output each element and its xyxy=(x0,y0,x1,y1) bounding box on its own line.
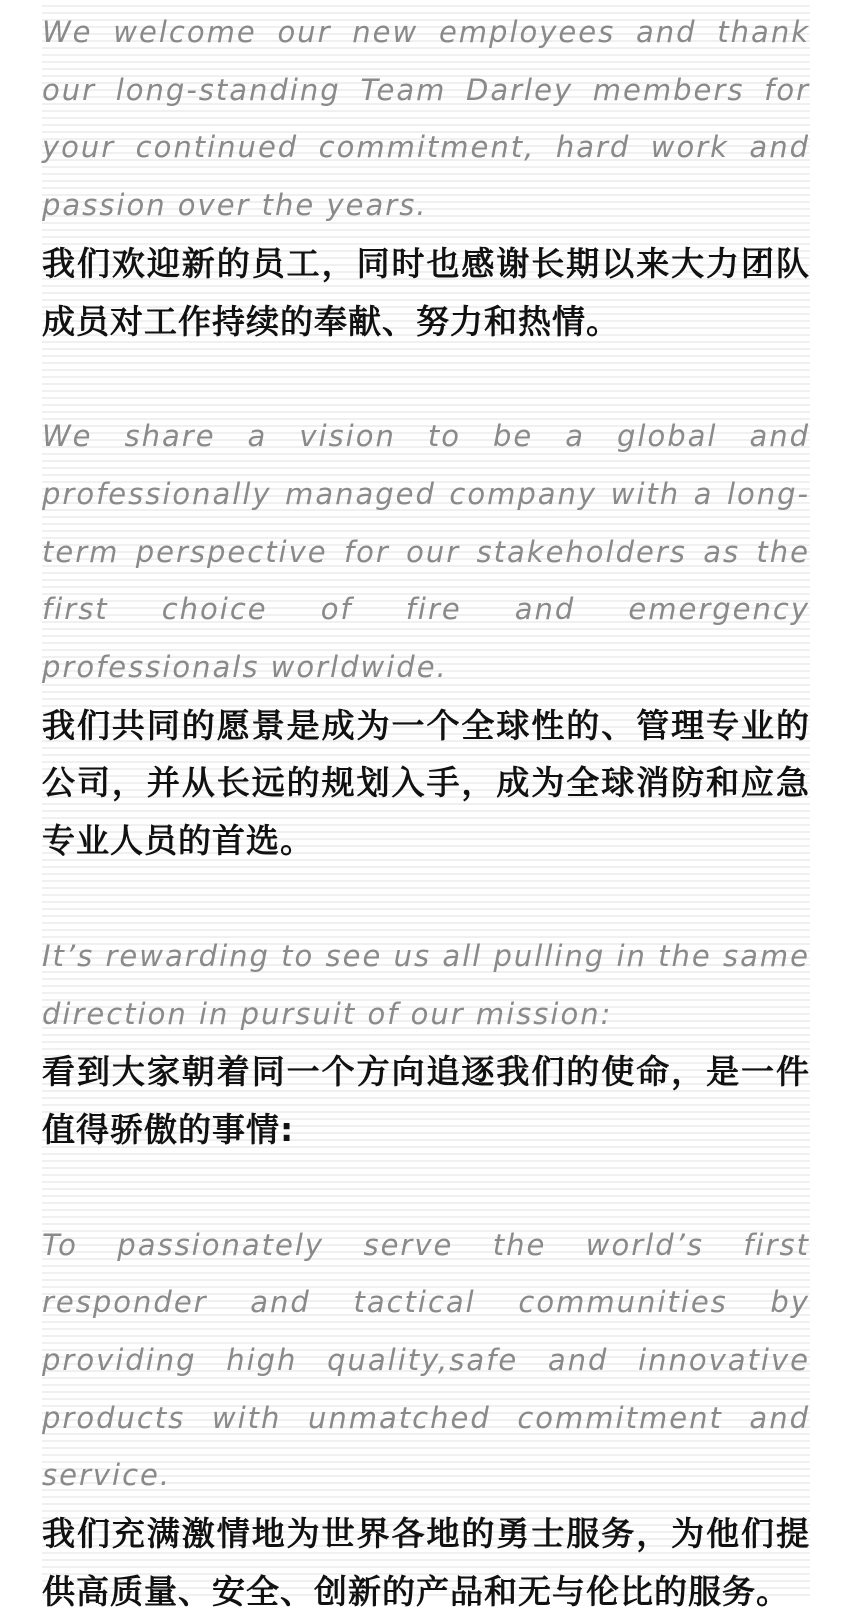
spacer xyxy=(42,1159,810,1217)
section-mission xyxy=(42,1217,810,1621)
english-paragraph: To passionately serve the world’s first responder and tactical communities by providing high quality,safe and innovative products with unmatched commitment and service. xyxy=(42,1227,810,1493)
chinese-paragraph: 我们欢迎新的员工，同时也感谢长期以来大力团队成员对工作持续的奉献、努力和热情。 xyxy=(42,243,810,341)
chinese-paragraph: 看到大家朝着同一个方向追逐我们的使命，是一件值得骄傲的事情: xyxy=(42,1052,810,1149)
spacer xyxy=(42,350,810,408)
english-paragraph: We share a vision to be a global and professionally managed company with a long-term perspective for our stakeholders as the first choice of fire and emergency professionals worldwide. xyxy=(42,419,810,685)
english-paragraph: We welcome our new employees and thank our long-standing Team Darley members for your continued commitment, hard work and passion over the years. xyxy=(42,15,810,223)
spacer xyxy=(42,870,810,928)
chinese-paragraph: 我们共同的愿景是成为一个全球性的、管理专业的公司，并从长远的规划入手，成为全球消防和应急专业人员的首选。 xyxy=(42,705,810,861)
english-paragraph: It’s rewarding to see us all pulling in the same direction in pursuit of our mission: xyxy=(42,938,810,1031)
chinese-paragraph: 我们充满激情地为世界各地的勇士服务，为他们提供高质量、安全、创新的产品和无与伦比的服务。 xyxy=(42,1514,810,1611)
section-vision xyxy=(42,408,810,870)
section-rewarding xyxy=(42,928,810,1159)
document-body xyxy=(42,4,810,1621)
section-welcome xyxy=(42,4,810,350)
